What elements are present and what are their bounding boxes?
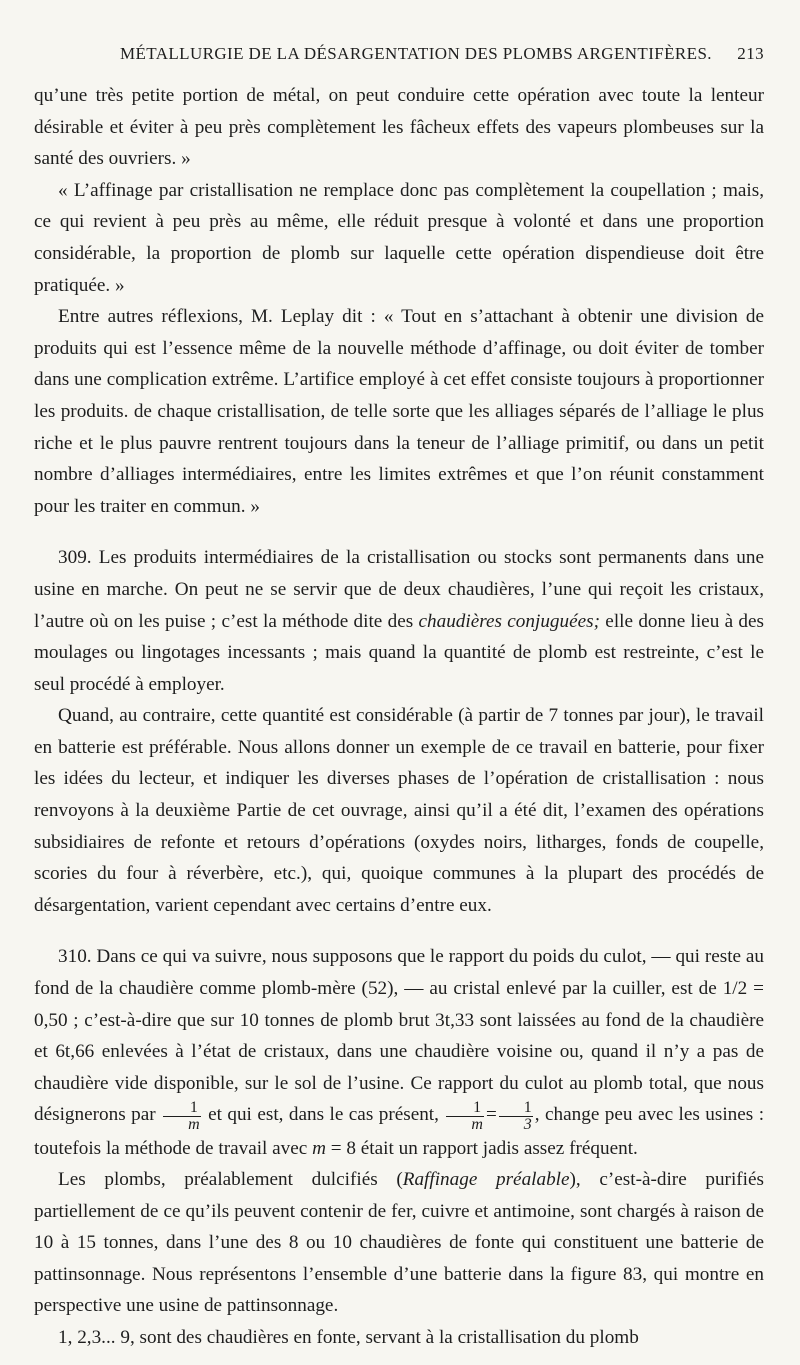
- fraction-numerator: 1: [499, 1100, 533, 1117]
- paragraph-310: [34, 941, 764, 1164]
- paragraph-batterie: Quand, au contraire, cette quantité est considérable (à partir de 7 tonnes par jour), le travail en batterie est préférable. Nous allons donner un exemple de ce travail en batterie, pour fixer les idées du lecteur, et indiquer les diverses phases de l’opération de cristallisation : nous renvoyons à la deuxième Partie de cet ouvrage, ainsi qu’il a été dit, l’examen des opérations subsidiaires de refonte et retours d’opérations (oxydes noirs, litharges, fonds de coupelle, scories du four à réverbère, etc.), qui, quoique communes à la plupart des procédés de désargentation, varient cependant avec certains d’entre eux.: [34, 705, 764, 916]
- text-309-italic: chaudières conjuguées;: [418, 610, 600, 632]
- fraction-denominator: 3: [523, 1115, 532, 1133]
- fraction-numerator: 1: [446, 1100, 484, 1117]
- text-309-before: 309. Les produits intermédiaires de la cristallisation ou stocks sont permanents dans une usine en marche. On peut ne se servir que de deux chaudières, l’une qui reçoit les cristaux, l’autre où on les puise ; c’est la méthode dite des: [34, 547, 764, 632]
- fraction-denominator: m: [471, 1115, 483, 1133]
- paragraph-plombs: [34, 1164, 764, 1322]
- text-310-b: et qui est, dans le cas présent,: [208, 1104, 439, 1126]
- fraction-one-third: [499, 1100, 533, 1133]
- equals-sign: =: [485, 1104, 497, 1126]
- page-body: [34, 80, 764, 1354]
- fraction-one-over-m-2: [446, 1100, 484, 1133]
- paragraph-309: [34, 542, 764, 700]
- paragraph-continuation: qu’une très petite portion de métal, on peut conduire cette opération avec toute la lenteur désirable et éviter à peu près complètement les fâcheux effets des vapeurs plombeuses sur la santé des ouvriers. »: [34, 85, 764, 170]
- header-title: MÉTALLURGIE DE LA DÉSARGENTATION DES PLOMBS ARGENTIFÈRES.: [120, 44, 712, 63]
- math-variable-m: m: [312, 1137, 326, 1159]
- paragraph-chaudieres: 1, 2,3... 9, sont des chaudières en fonte, servant à la cristallisation du plomb: [58, 1327, 639, 1349]
- text-plombs-before: Les plombs, préalablement dulcifiés (: [58, 1169, 403, 1191]
- text-310-c: , change peu avec les usines : toutefois la méthode de travail avec: [34, 1104, 765, 1159]
- text-310-a: 310. Dans ce qui va suivre, nous supposons que le rapport du poids du culot, — qui reste au fond de la chaudière comme plomb-mère (52), — au cristal enlevé par la cuiller, est de 1/2 = 0,50 ; c’est-à-dire que sur 10 tonnes de plomb brut 3t,33 sont laissées au fond de la chaudière et 6t,66 enlevées à l’état de cristaux, dans une chaudière voisine ou, quand il n’y a pas de chaudière vide disponible, sur le sol de l’usine. Ce rapport du culot au plomb total, que nous désignerons par: [34, 946, 764, 1126]
- fraction-denominator: m: [188, 1115, 200, 1133]
- text-plombs-after: ), c’est-à-dire purifiés partiellement de ce qu’ils peuvent contenir de fer, cuivre et antimoine, sont chargés à raison de 10 à 15 tonnes, dans l’une des 8 ou 10 chaudières de fonte qui constituent une batterie de pattinsonnage. Nous représentons l’ensemble d’une batterie dans la figure 83, qui montre en perspective une usine de pattinsonnage.: [34, 1169, 764, 1317]
- fraction-one-over-m: [163, 1100, 201, 1133]
- text-plombs-italic: Raffinage préalable: [402, 1169, 570, 1191]
- paragraph-leplay: Entre autres réflexions, M. Leplay dit : « Tout en s’attachant à obtenir une division de produits qui est l’essence même de la nouvelle méthode d’affinage, ou doit éviter de tomber dans une complication extrême. L’artifice employé à cet effet consiste toujours à proportionner les produits. de chaque cristallisation, de telle sorte que les alliages séparés de l’alliage le plus riche et le plus pauvre rentrent toujours dans la teneur de l’alliage primitif, ou dans un petit nombre d’alliages intermédiaires, entre les limites extrêmes et que l’on réunit constamment pour les traiter en commun. »: [34, 306, 764, 517]
- running-header: [34, 44, 764, 70]
- text-309-after: elle donne lieu à des moulages ou lingotages incessants ; mais quand la quantité de plomb est restreinte, c’est le seul procédé à employer.: [34, 610, 765, 695]
- page-number: 213: [737, 44, 764, 63]
- text-310-d: = 8 était un rapport jadis assez fréquent.: [330, 1137, 638, 1159]
- fraction-numerator: 1: [163, 1100, 201, 1117]
- paragraph-quote-affinage: « L’affinage par cristallisation ne remplace donc pas complètement la coupellation ; mais, ce qui revient à peu près au même, elle réduit presque à volonté et dans une proportion considérable, la proportion de plomb sur laquelle cette opération dispendieuse doit être pratiquée. »: [34, 179, 764, 296]
